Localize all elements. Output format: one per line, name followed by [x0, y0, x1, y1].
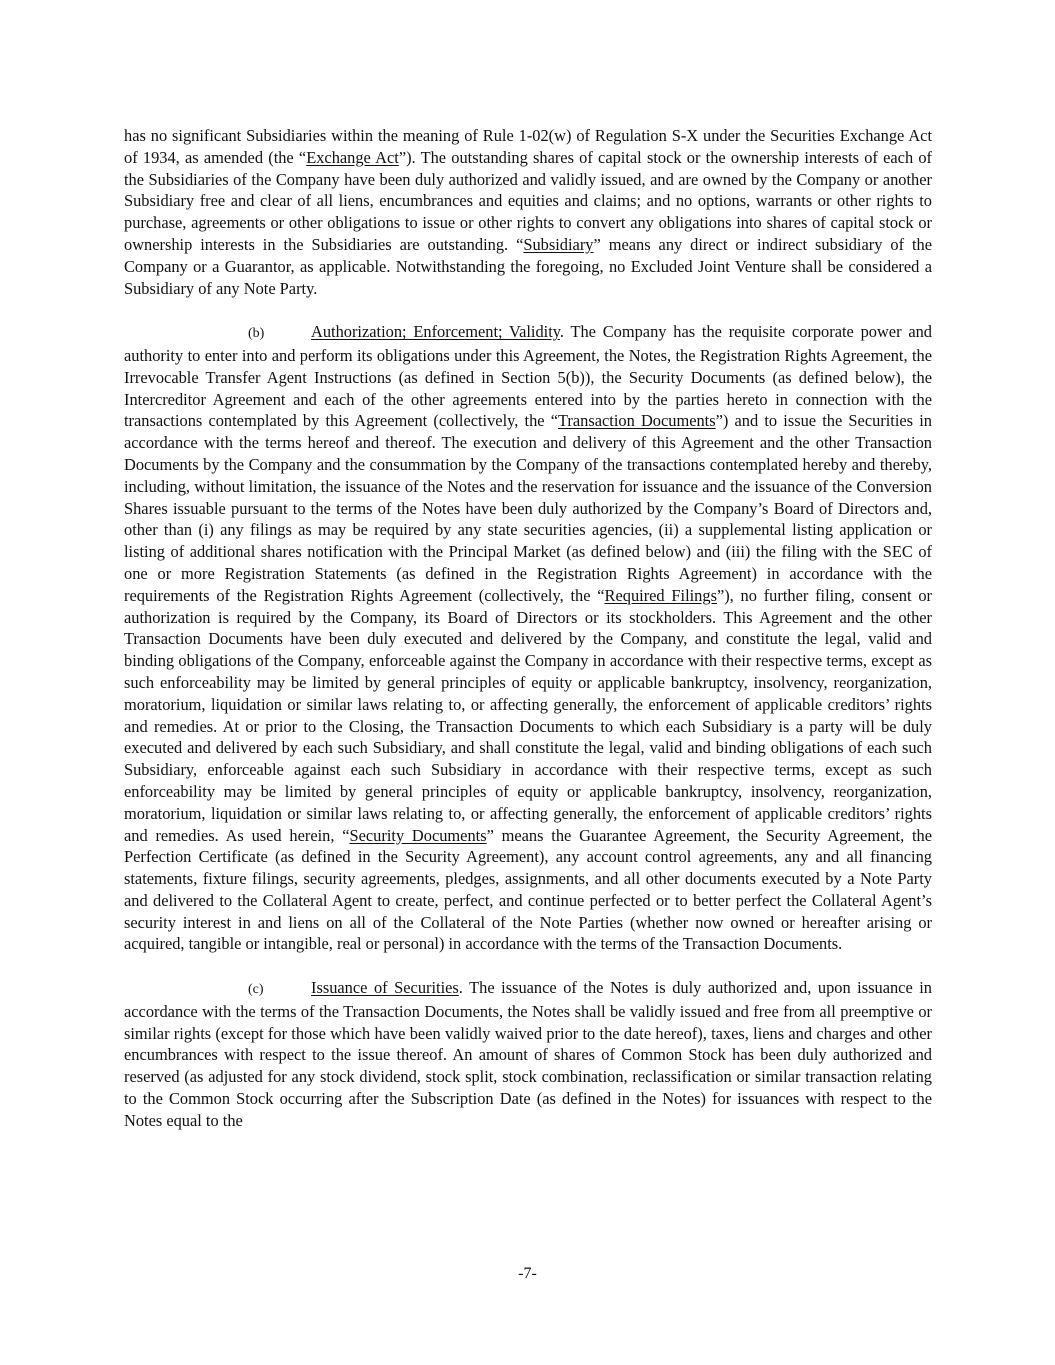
section-c-issuance	[124, 977, 932, 1132]
defined-term-security-documents: Security Documents	[349, 825, 487, 845]
para-b-text-3: ”), no further filing, consent or authorization is required by the Company, its Board of Directors or its stockholders. This Agreement and the other Transaction Documents have been duly executed and delivered by the Company, and constitute the legal, valid and binding obligations of the Company, enforceable against the Company in accordance with their respective terms, except as such enforceability may be limited by general principles of equity or applicable bankruptcy, insolvency, reorganization, moratorium, liquidation or similar laws relating to, or affecting generally, the enforcement of applicable creditors’ rights and remedies. At or prior to the Closing, the Transaction Documents to which each Subsidiary is a party will be duly executed and delivered by each such Subsidiary, and shall constitute the legal, valid and binding obligations of each such Subsidiary, enforceable against each such Subsidiary in accordance with their respective terms, except as such enforceability may be limited by general principles of equity or applicable bankruptcy, insolvency, reorganization, moratorium, liquidation or similar laws relating to, or affecting generally, the enforcement of applicable creditors’ rights and remedies. As used herein, “	[124, 585, 932, 845]
defined-term-subsidiary: Subsidiary	[523, 234, 594, 254]
section-c-heading: Issuance of Securities	[311, 978, 459, 998]
paragraph-subsidiaries	[124, 125, 932, 299]
para-b-text-2: ”) and to issue the Securities in accordance with the terms hereof and thereof. The execution and delivery of this Agreement and the other Transaction Documents by the Company and the consummation by the Company of the transactions contemplated hereby and thereby, including, without limitation, the issuance of the Notes and the reservation for issuance and the issuance of the Conversion Shares issuable pursuant to the terms of the Notes have been duly authorized by the Company’s Board of Directors and, other than (i) any filings as may be required by any state securities agencies, (ii) a supplemental listing application or listing of additional shares notification with the Principal Market (as defined below) and (iii) the filing with the SEC of one or more Registration Statements (as defined in the Registration Rights Agreement) in accordance with the requirements of the Registration Rights Agreement (collectively, the “	[124, 411, 932, 605]
document-page	[124, 125, 932, 1132]
defined-term-exchange-act: Exchange Act	[306, 147, 399, 167]
page-number: -7-	[518, 1265, 537, 1282]
section-b-heading: Authorization; Enforcement; Validity	[311, 322, 560, 342]
section-b-marker: (b)	[248, 326, 265, 342]
section-c-marker: (c)	[248, 982, 264, 998]
para-b-text-4: ” means the Guarantee Agreement, the Security Agreement, the Perfection Certificate (as defined in the Security Agreement), any account control agreements, any and all financing statements, fixture filings, security agreements, pledges, assignments, and all other documents executed by a Note Party and delivered to the Collateral Agent to create, perfect, and continue perfected or to better perfect the Collateral Agent’s security interest in and liens on all of the Collateral of the Note Parties (whether now owned or hereafter arising or acquired, tangible or intangible, real or personal) in accordance with the terms of the Transaction Documents.	[124, 825, 933, 954]
para-a-text-3: ” means any direct or indirect subsidiary of the Company or a Guarantor, as applicable. Notwithstanding the foregoing, no Excluded Joint Venture shall be considered a Subsidiary of any Note Party.	[124, 234, 933, 298]
para-c-text-1: . The issuance of the Notes is duly authorized and, upon issuance in accordance with the terms of the Transaction Documents, the Notes shall be validly issued and free from all preemptive or similar rights (except for those which have been validly waived prior to the date hereof), taxes, liens and charges and other encumbrances with respect to the issue thereof. An amount of shares of Common Stock has been duly authorized and reserved (as adjusted for any stock dividend, stock split, stock combination, reclassification or similar transaction relating to the Common Stock occurring after the Subscription Date (as defined in the Notes) for issuances with respect to the Notes equal to the	[124, 978, 932, 1130]
para-a-text-2: ”). The outstanding shares of capital stock or the ownership interests of each of the Subsidiaries of the Company have been duly authorized and validly issued, and are owned by the Company or another Subsidiary free and clear of all liens, encumbrances and equities and claims; and no options, warrants or other rights to purchase, agreements or other obligations to issue or other rights to convert any obligations into shares of capital stock or ownership interests in the Subsidiaries are outstanding. “	[124, 147, 933, 254]
defined-term-required-filings: Required Filings	[604, 585, 717, 605]
para-b-text-1: . The Company has the requisite corporate power and authority to enter into and perform its obligations under this Agreement, the Notes, the Registration Rights Agreement, the Irrevocable Transfer Agent Instructions (as defined in Section 5(b)), the Security Documents (as defined below), the Intercreditor Agreement and each of the other agreements entered into by the parties hereto in connection with the transactions contemplated by this Agreement (collectively, the “	[124, 322, 932, 431]
section-b-authorization	[124, 321, 932, 955]
para-a-text-1: has no significant Subsidiaries within the meaning of Rule 1-02(w) of Regulation S-X under the Securities Exchange Act of 1934, as amended (the “	[124, 126, 932, 167]
defined-term-transaction-documents: Transaction Documents	[558, 411, 716, 431]
